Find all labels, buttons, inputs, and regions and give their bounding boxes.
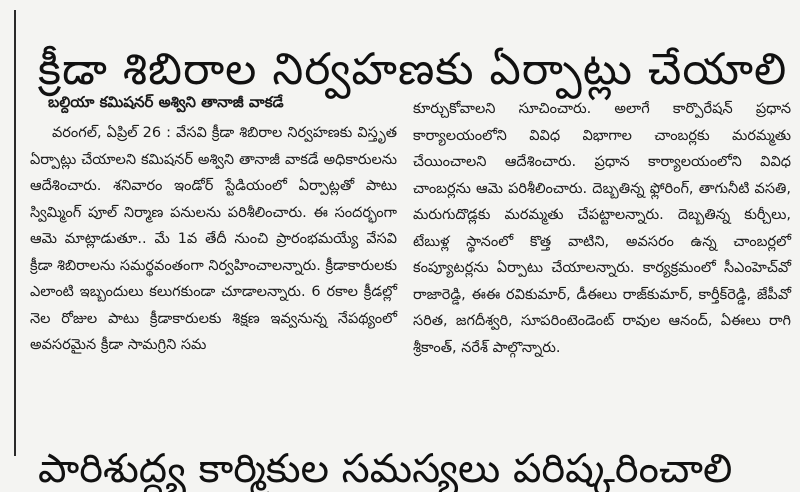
article-body-left: వరంగల్, ఏప్రిల్ 26 : వేసవి క్రీడా శిబిరాల నిర్వహణకు విస్తృత ఏర్పాట్లు చేయాలని కమిషనర్ అశ్విని తానాజీ వాకడే అధికారులను ఆదేశించారు. శనివారం ఇండోర్ స్టేడియంలో ఏర్పాట్లతో పాటు స్విమ్మింగ్ పూల్ నిర్మాణ పనులను పరిశీలించారు. ఈ సందర్భంగా ఆమె మాట్లాడుతూ.. మే 1వ తేదీ నుంచి ప్రారంభమయ్యే వేసవి క్రీడా శిబిరాలను సమర్థవంతంగా నిర్వహించాలన్నారు. క్రీడాకారులకు ఎలాంటి ఇబ్బందులు కలుగకుండా చూడాలన్నారు. 6 రకాల క్రీడల్లో నెల రోజుల పాటు క్రీడాకారులకు శిక్షణ ఇవ్వనున్న నేపథ్యంలో అవసరమైన క్రీడా సామగ్రిని సమ	[30, 125, 397, 353]
column-rule	[14, 10, 16, 456]
article-headline: క్రీడా శిబిరాల నిర్వహణకు ఏర్పాట్లు చేయాలి	[38, 44, 788, 96]
next-article-headline: పారిశుద్ధ్య కార్మికుల సమస్యలు పరిష్కరించాలి	[38, 446, 733, 492]
article-left-column	[30, 84, 397, 440]
article-byline: బల్దియా కమిషనర్ అశ్విని తానాజీ వాకడే	[48, 93, 284, 111]
article-right-column	[413, 96, 791, 452]
next-article-strip	[0, 446, 800, 492]
article-body-right: కూర్చుకోవాలని సూచించారు. అలాగే కార్పొరేషన్ ప్రధాన కార్యాలయంలోని వివిధ విభాగాల చాంబర్లకు మరమ్మతు చేయించాలని ఆదేశించారు. ప్రధాన కార్యాలయంలోని వివిధ చాంబర్లను ఆమె పరిశీలించారు. దెబ్బతిన్న ఫ్లోరింగ్, తాగునీటి వసతి, మరుగుదొడ్లకు మరమ్మతు చేపట్టాలన్నారు. దెబ్బతిన్న కుర్చీలు, టేబుళ్ల స్థానంలో కొత్త వాటిని, అవసరం ఉన్న చాంబర్లలో కంప్యూటర్లను ఏర్పాటు చేయాలన్నారు. కార్యక్రమంలో సీఎంహెచ్‌వో రాజారెడ్డి, ఈఈ రవికుమార్, డీఈలు రాజ్‌కుమార్, కార్తీక్‌రెడ్డి, జేపీవో సరిత, జగదీశ్వరి, సూపరింటెండెంట్ రావుల ఆనంద్, ఏఈలు రాగి శ్రీకాంత్, నరేశ్ పాల్గొన్నారు.	[413, 101, 791, 356]
